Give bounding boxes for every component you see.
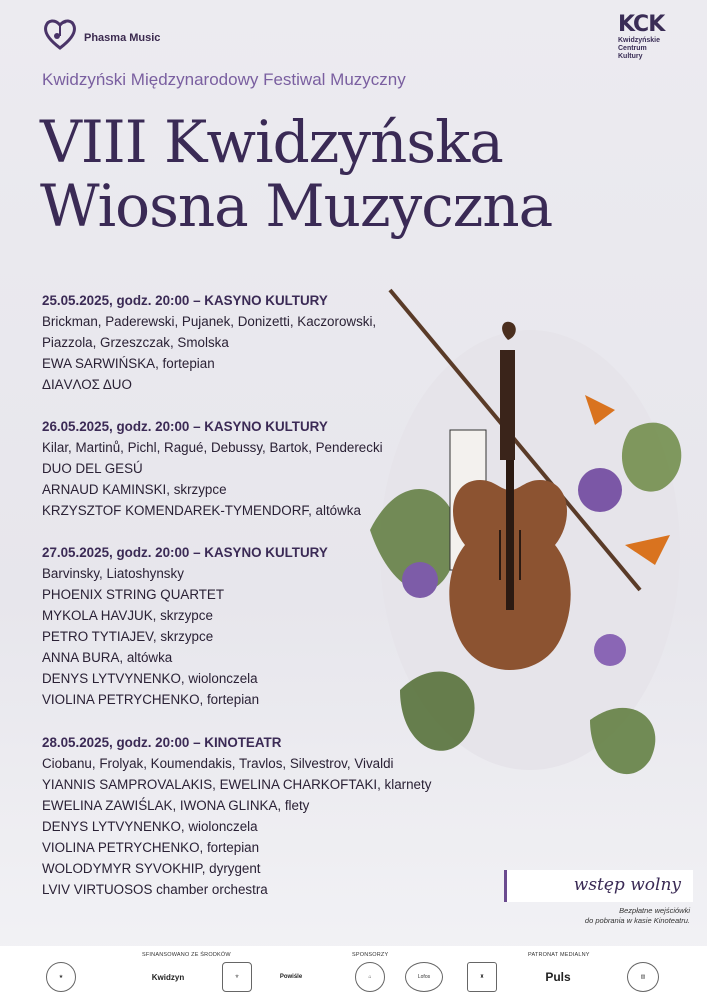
concert-line: YIANNIS SAMPROVALAKIS, EWELINA CHARKOFTAKI, klarnety [42, 777, 432, 792]
concert-line: EWA SARWIŃSKA, fortepian [42, 356, 215, 371]
concert-head: 27.05.2025, godz. 20:00 – KASYNO KULTURY [42, 545, 328, 560]
powisle-logo [268, 962, 314, 992]
concert-line: Brickman, Paderewski, Pujanek, Donizetti, Kaczorowski, [42, 314, 377, 329]
page-title [40, 110, 552, 238]
kck-sub-3: Kultury [618, 53, 643, 60]
free-entry-text: wstęp wolny [573, 875, 681, 895]
restaurant-icon: ♜ [467, 962, 497, 992]
concert-line: EWELINA ZAWIŚLAK, IWONA GLINKA, flety [42, 798, 310, 813]
badge-icon: ★ [46, 962, 76, 992]
concert-line: ANNA BURA, altówka [42, 650, 173, 665]
puls-wordmark: Puls [545, 970, 571, 984]
lofos-logo [404, 962, 444, 992]
concert-line: Piazzola, Grzeszczak, Smolska [42, 335, 229, 350]
kwidzyn-logo [138, 962, 198, 992]
concert-head: 28.05.2025, godz. 20:00 – KINOTEATR [42, 735, 282, 750]
concert-line: DUO DEL GESÚ [42, 461, 143, 476]
kck-sub-1: Kwidzyńskie [618, 37, 661, 44]
concert-line: VIOLINA PETRYCHENKO, fortepian [42, 692, 260, 707]
free-entry-note [520, 906, 690, 926]
concert-4 [42, 732, 431, 900]
media-label: PATRONAT MEDIALNY [528, 952, 590, 958]
concert-line: MYKOLA HAVJUK, skrzypce [42, 608, 213, 623]
free-note-line-2: do pobrania w kasie Kinoteatru. [584, 916, 690, 925]
concert-line: DENYS LYTVYNENKO, wiolonczela [42, 671, 258, 686]
concert-line: Barvinsky, Liatoshynsky [42, 566, 184, 581]
sponsor-footer [0, 946, 707, 1000]
sponsors-label: SPONSORZY [352, 952, 389, 958]
concert-line: Ciobanu, Frolyak, Koumendakis, Travlos, Silvestrov, Vivaldi [42, 756, 394, 771]
concert-2 [42, 416, 383, 521]
title-line-1: VIII Kwidzyńska [40, 108, 503, 176]
concert-line: DENYS LYTVYNENKO, wiolonczela [42, 819, 258, 834]
puls-logo [530, 962, 586, 992]
phasma-music-logo [42, 16, 160, 52]
hotel-logo [354, 962, 386, 992]
heart-note-icon [42, 16, 78, 52]
brand-name: Phasma Music [84, 32, 161, 44]
powisle-wordmark: Powiśle [279, 974, 303, 980]
kck-mark: KCK [618, 12, 665, 37]
festival-badge-logo [44, 962, 78, 992]
lofos-wordmark: Lofos [417, 974, 431, 980]
concert-line: Kilar, Martinů, Pichl, Ragué, Debussy, Bartok, Penderecki [42, 440, 383, 455]
concert-3 [42, 542, 328, 710]
concert-1 [42, 290, 376, 395]
festival-name: Kwidzyński Międzynarodowy Festiwal Muzyczny [42, 70, 406, 89]
title-line-2: Wiosna Muzyczna [40, 172, 553, 240]
hotel-icon: ⌂ [355, 962, 385, 992]
crest-icon: ⚜ [222, 962, 252, 992]
free-entry-box [504, 870, 693, 902]
concert-head: 25.05.2025, godz. 20:00 – KASYNO KULTURY [42, 293, 328, 308]
concert-line: KRZYSZTOF KOMENDAREK-TYMENDORF, altówka [42, 503, 361, 518]
concert-line: PHOENIX STRING QUARTET [42, 587, 225, 602]
concert-line: PETRO TYTIAJEV, skrzypce [42, 629, 214, 644]
crest-logo [222, 962, 252, 992]
kwidzyn-wordmark: Kwidzyn [151, 972, 185, 982]
concert-head: 26.05.2025, godz. 20:00 – KASYNO KULTURY [42, 419, 328, 434]
kck-logo [618, 12, 688, 61]
portal-icon: ▥ [627, 962, 659, 992]
concert-line: LVIV VIRTUOSOS chamber orchestra [42, 882, 268, 897]
free-note-line-1: Bezpłatne wejściówki [619, 906, 690, 915]
kck-sub-2: Centrum [618, 45, 647, 52]
concert-line: VIOLINA PETRYCHENKO, fortepian [42, 840, 260, 855]
concert-line: ARNAUD KAMINSKI, skrzypce [42, 482, 227, 497]
violin-artwork [330, 250, 707, 810]
concert-line: WOLODYMYR SYVOKHIP, dyrygent [42, 861, 261, 876]
restaurant-logo [464, 962, 500, 992]
financed-label: SFINANSOWANO ZE ŚRODKÓW [142, 952, 231, 958]
lofos-badge [405, 962, 443, 992]
concert-line: ΔΙΑVΛΟΣ ΔUΟ [42, 377, 132, 392]
portal-logo [618, 962, 668, 992]
